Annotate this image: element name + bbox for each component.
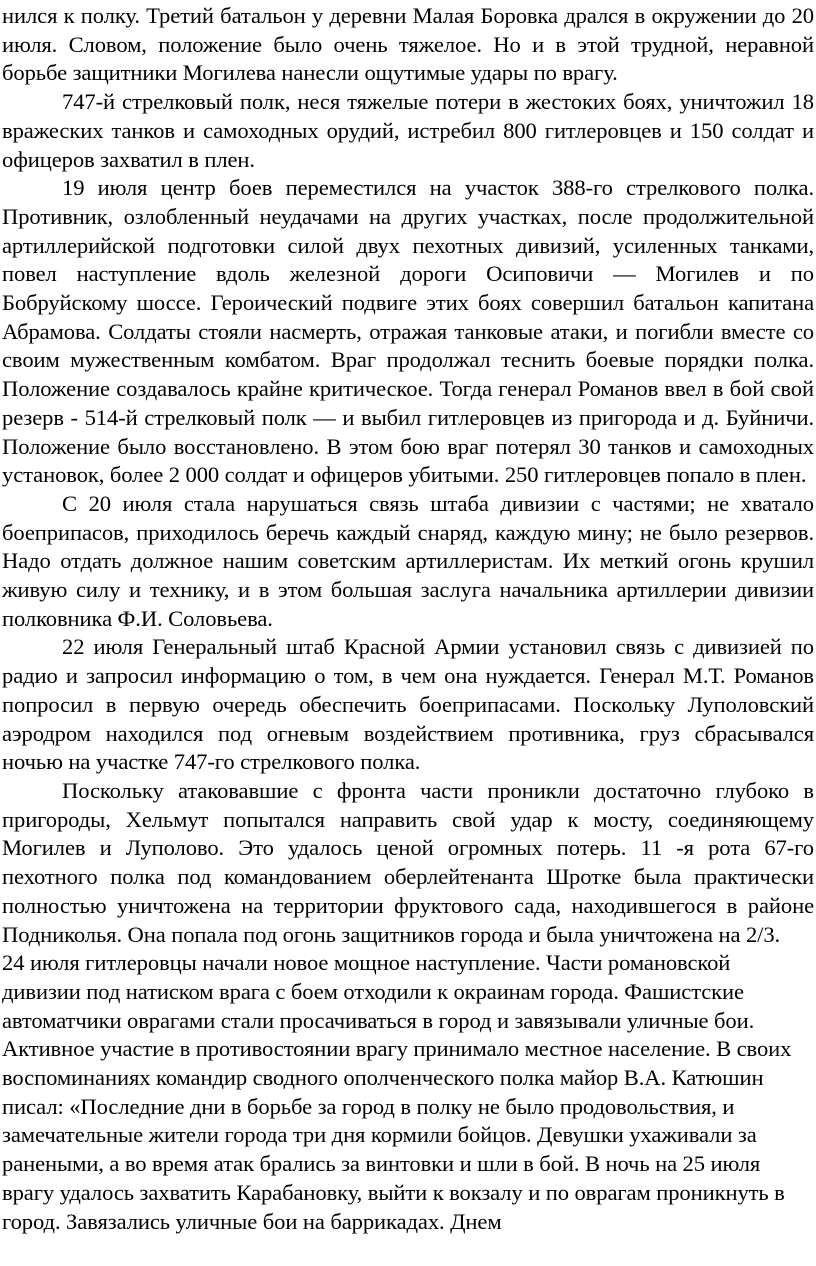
paragraph-5: 22 июля Генеральный штаб Красной Армии установил связь с дивизией по радио и запросил информацию о том, в чем она нуждается. Генерал М.Т. Романов попросил в первую очередь обеспечить боеприпасами. Поскольку Луполовский аэродром находился под огневым воздействием противника, груз сбрасывался ночью на участке 747-го стрелкового полка.	[2, 634, 814, 775]
paragraph-3: 19 июля центр боев переместился на участок 388-го стрелкового полка. Противник, озлобленный неудачами на других участках, после продолжительной артиллерийской подготовки силой двух пехотных дивизий, усиленных танками, повел наступление вдоль железной дороги Осиповичи — Могилев и по Бобруйскому шоссе. Героический подвиге этих боях совершил батальон капитана Абрамова. Солдаты стояли насмерть, отражая танковые атаки, и погибли вместе со своим мужественным комбатом. Враг продолжал теснить боевые порядки полка. Положение создавалось крайне критическое. Тогда генерал Романов ввел в бой свой резерв - 514-й стрелковый полк — и выбил гитлеровцев из пригорода и д. Буйничи. Положение было восстановлено. В этом бою враг потерял 30 танков и самоходных установок, более 2 000 солдат и офицеров убитыми. 250 гитлеровцев попало в плен.	[2, 175, 814, 488]
document-body	[2, 2, 814, 1236]
paragraph-6: Поскольку атаковавшие с фронта части проникли достаточно глубоко в пригороды, Хельмут попытался направить свой удар к мосту, соединяющему Могилев и Луполово. Это удалось ценой огромных потерь. 11 -я рота 67-го пехотного полка под командованием оберлейтенанта Шротке была практически полностью уничтожена на территории фруктового сада, находившегося в районе Подниколья. Она попала под огонь защитников города и была уничтожена на 2/3.	[2, 777, 814, 947]
paragraph-1: нился к полку. Третий батальон у деревни Малая Боровка дрался в окружении до 20 июля. Словом, положение было очень тяжелое. Но и в этой трудной, неравной борьбе защитники Могилева нанесли ощутимые удары по врагу.	[2, 3, 814, 86]
paragraph-4: С 20 июля стала нарушаться связь штаба дивизии с частями; не хватало боеприпасов, приходилось беречь каждый снаряд, каждую мину; не было резервов. Надо отдать должное нашим советским артиллеристам. Их меткий огонь крушил живую силу и технику, и в этом большая заслуга начальника артиллерии дивизии полковника Ф.И. Соловьева.	[2, 490, 814, 631]
paragraph-2: 747-й стрелковый полк, неся тяжелые потери в жестоких боях, уничтожил 18 вражеских танков и самоходных орудий, истребил 800 гитлеровцев и 150 солдат и офицеров захватил в плен.	[2, 89, 814, 172]
paragraph-7: 24 июля гитлеровцы начали новое мощное наступление. Части романовской дивизии под натиском врага с боем отходили к окраинам города. Фашистские автоматчики оврагами стали просачиваться в город и завязывали уличные бои. Активное участие в противостоянии врагу принимало местное население. В своих воспоминаниях командир сводного ополченческого полка майор В.А. Катюшин писал: «Последние дни в борьбе за город в полку не было продовольствия, и замечательные жители города три дня кормили бойцов. Девушки ухаживали за ранеными, а во время атак брались за винтовки и шли в бой. В ночь на 25 июля врагу удалось захватить Карабановку, выйти к вокзалу и по оврагам проникнуть в город. Завязались уличные бои на баррикадах. Днем	[2, 950, 792, 1234]
